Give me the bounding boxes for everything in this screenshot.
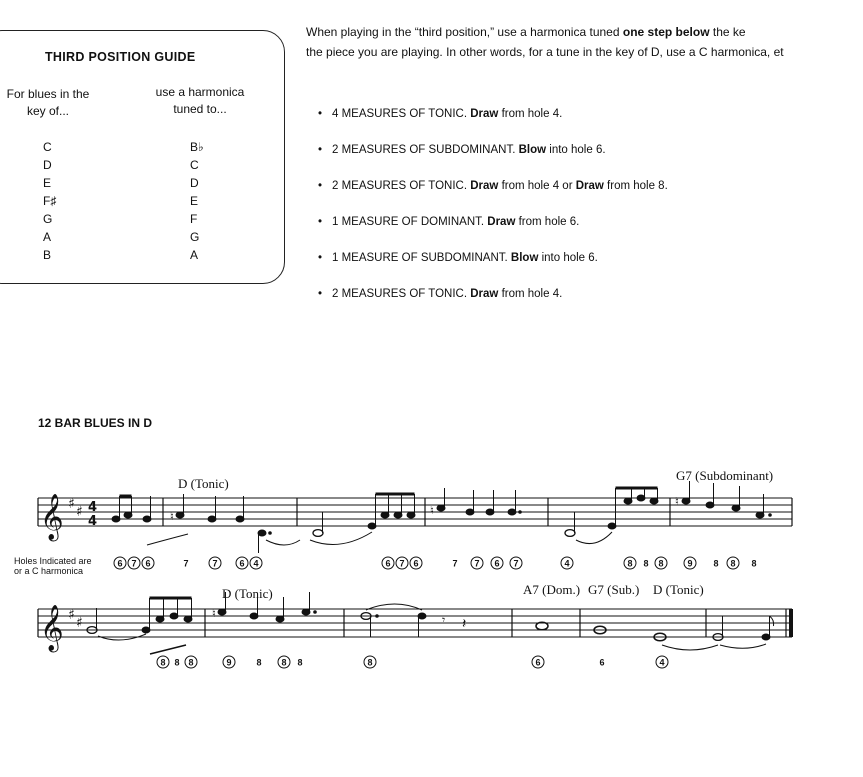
hole-number: 8 [297, 657, 303, 668]
notes-staff-1 [112, 481, 771, 553]
sharp-icon: ♯ [68, 607, 75, 623]
step-action: Draw [470, 180, 499, 192]
hole-number: 6 [413, 558, 419, 569]
guide-harmonica: F [190, 212, 198, 226]
hole-number: 9 [687, 558, 693, 569]
hole-number: 8 [160, 657, 166, 668]
hole-number: 9 [226, 657, 232, 668]
hole-number: 7 [399, 558, 405, 569]
guide-key: A [43, 230, 52, 244]
hole-number: 6 [599, 657, 605, 668]
chord-label: A7 (Dom.) [523, 582, 581, 597]
intro-text: When playing in the “third position,” use a harmonica tuned [306, 25, 623, 39]
step-rest: from hole 4 or [498, 180, 576, 192]
sharp-icon: ♯ [76, 504, 83, 520]
bullet-icon: • [318, 252, 323, 264]
hole-number: 8 [658, 558, 664, 569]
hole-number: 8 [751, 558, 757, 569]
bullet-icon: • [318, 216, 323, 228]
treble-clef-icon: 𝄞 [40, 494, 64, 540]
hole-number: 6 [117, 558, 123, 569]
hole-number: 6 [494, 558, 500, 569]
natural-icon: ♮ [170, 511, 174, 523]
guide-key: E [43, 176, 52, 190]
guide-harmonica: C [190, 158, 199, 172]
natural-icon: ♮ [430, 505, 434, 517]
final-barline [789, 609, 793, 637]
step-action: Draw [470, 288, 499, 300]
hole-number: 8 [730, 558, 736, 569]
ties-staff-1 [147, 532, 612, 545]
step-action: Draw [487, 216, 516, 228]
intro-text: the ke [709, 25, 746, 39]
hole-number: 6 [535, 657, 541, 668]
step-rest: from hole 6. [515, 216, 580, 228]
hole-number: 7 [183, 558, 189, 569]
guide-harmonica: A [190, 248, 199, 262]
bullet-icon: • [318, 108, 323, 120]
guide-harmonica: E [190, 194, 199, 208]
guide-right-header-line: use a harmonica [155, 85, 245, 99]
holes-note-line: or a C harmonica [14, 566, 84, 576]
guide-left-header-line: For blues in the [6, 87, 90, 101]
guide-harmonica: B♭ [190, 140, 204, 154]
guide-key: D [43, 158, 52, 172]
chord-label: G7 (Subdominant) [676, 468, 774, 483]
bullet-icon: • [318, 180, 323, 192]
hole-number: 8 [627, 558, 633, 569]
natural-icon: ♮ [675, 496, 679, 508]
hole-number: 7 [452, 558, 458, 569]
guide-title: THIRD POSITION GUIDE [45, 50, 196, 64]
guide-harmonica: D [190, 176, 199, 190]
step-action: Draw [575, 180, 604, 192]
holes-row-1 [114, 557, 757, 569]
sharp-icon: ♯ [76, 615, 83, 631]
guide-right-header-line: tuned to... [173, 102, 227, 116]
step-action: Blow [510, 252, 539, 264]
hole-number: 7 [513, 558, 519, 569]
hole-number: 8 [188, 657, 194, 668]
hole-number: 4 [659, 657, 665, 668]
step-action: Blow [518, 144, 547, 156]
guide-left-header-line: key of... [26, 104, 70, 118]
guide-key: B [43, 248, 52, 262]
guide-harmonica: G [190, 230, 200, 244]
hole-number: 7 [474, 558, 480, 569]
hole-number: 6 [145, 558, 151, 569]
step-rest: from hole 4. [498, 108, 563, 120]
holes-note-line: Holes Indicated are [14, 556, 92, 566]
step-measures: 2 MEASURES OF SUBDOMINANT. [332, 144, 516, 156]
quarter-rest-icon: 𝄽 [462, 615, 467, 631]
step-measures: 2 MEASURES OF TONIC. [332, 180, 468, 192]
guide-key: F♯ [43, 194, 57, 208]
step-rest: into hole 6. [546, 144, 606, 156]
hole-number: 8 [174, 657, 180, 668]
hole-number: 7 [212, 558, 218, 569]
intro-emphasis: one step below [622, 25, 710, 39]
step-rest: from hole 4. [498, 288, 563, 300]
eighth-rest-icon: 𝄾 [442, 613, 446, 627]
intro-line-2: the piece you are playing. In other words, for a tune in the key of D, use a C harmonica, et [306, 45, 784, 59]
holes-row-2 [157, 656, 668, 668]
hole-number: 8 [643, 558, 649, 569]
time-signature: 4 [88, 514, 98, 529]
sharp-icon: ♯ [68, 496, 75, 512]
step-action: Draw [470, 108, 499, 120]
guide-key: G [43, 212, 53, 226]
chord-label: D (Tonic) [178, 476, 229, 491]
step-measures: 4 MEASURES OF TONIC. [332, 108, 468, 120]
step-measures: 2 MEASURES OF TONIC. [332, 288, 468, 300]
hole-number: 7 [131, 558, 137, 569]
step-rest: into hole 6. [538, 252, 598, 264]
hole-number: 8 [281, 657, 287, 668]
score-title: 12 BAR BLUES IN D [38, 416, 153, 430]
hole-number: 8 [256, 657, 262, 668]
treble-clef-icon: 𝄞 [40, 605, 64, 651]
staff-2 [38, 609, 792, 637]
hole-number: 8 [367, 657, 373, 668]
bullet-icon: • [318, 288, 323, 300]
chord-label: D (Tonic) [653, 582, 704, 597]
hole-number: 4 [253, 558, 259, 569]
guide-key: C [43, 140, 52, 154]
chord-label: G7 (Sub.) [588, 582, 640, 597]
ties-staff-2 [98, 604, 766, 650]
natural-icon: ♮ [212, 608, 216, 620]
step-measures: 1 MEASURE OF SUBDOMINANT. [332, 252, 508, 264]
chord-label: D (Tonic) [222, 586, 273, 601]
glissando-mark [150, 645, 186, 654]
hole-number: 8 [713, 558, 719, 569]
hole-number: 4 [564, 558, 570, 569]
hole-number: 6 [239, 558, 245, 569]
step-rest: from hole 8. [603, 180, 668, 192]
hole-number: 6 [385, 558, 391, 569]
time-signature: 4 [88, 500, 98, 515]
step-measures: 1 MEASURE OF DOMINANT. [332, 216, 485, 228]
bullet-icon: • [318, 144, 323, 156]
